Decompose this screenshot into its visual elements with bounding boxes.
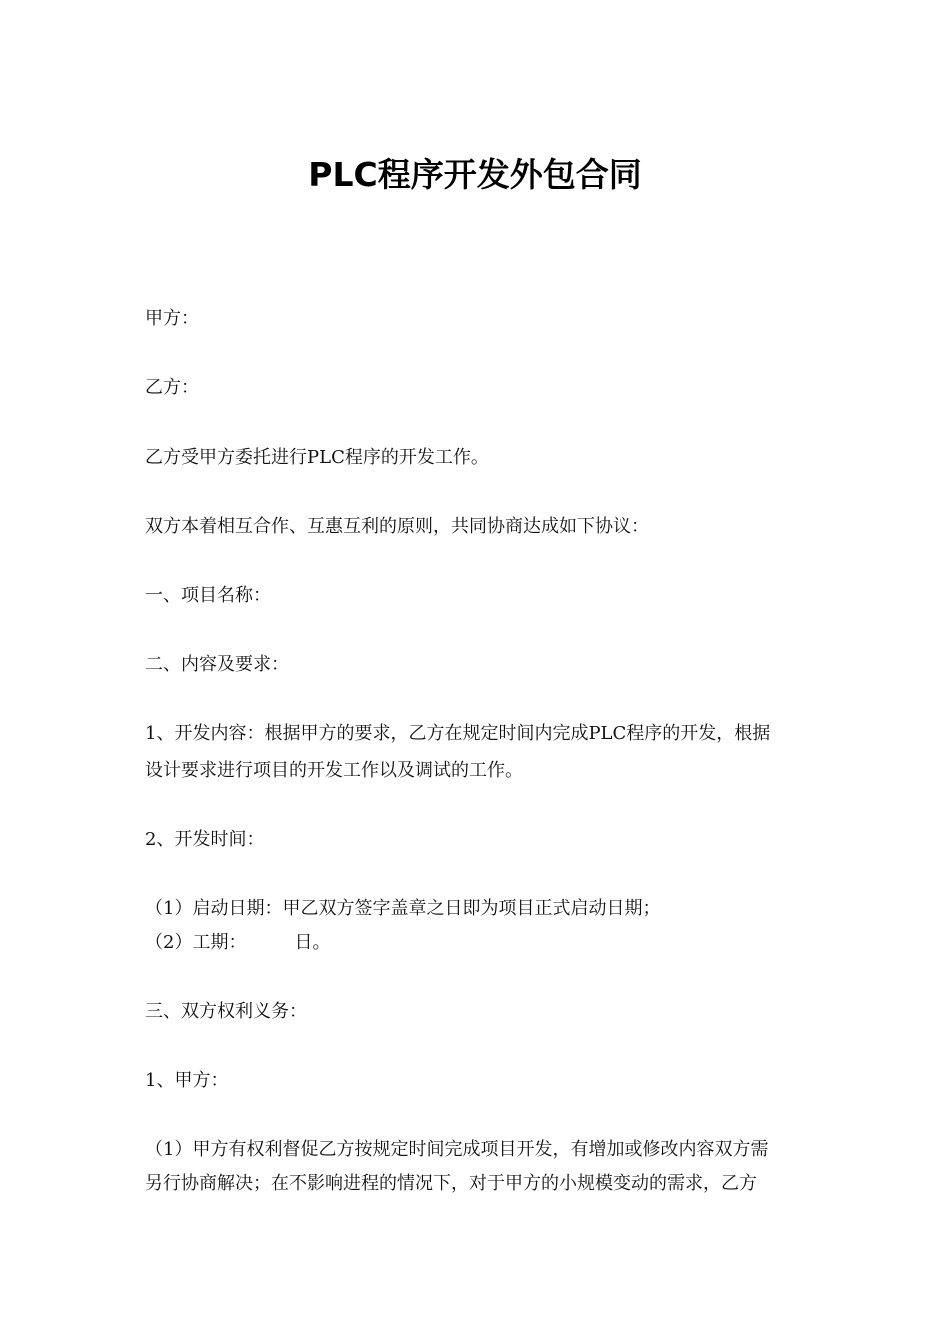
intro-paragraph-1: 乙方受甲方委托进行PLC程序的开发工作。 xyxy=(145,447,489,468)
party-a-line: 甲方： xyxy=(145,308,199,329)
intro-paragraph-2: 双方本着相互合作、互惠互利的原则，共同协商达成如下协议： xyxy=(145,516,649,537)
section-heading-3: 三、双方权利义务： xyxy=(145,1001,307,1022)
clause-2-2-label: （2）工期： xyxy=(145,932,247,953)
clause-3-1-heading: 1、甲方： xyxy=(145,1070,229,1091)
clause-2-2 xyxy=(145,927,815,959)
document-title: PLC程序开发外包合同 xyxy=(308,155,642,194)
clause-2-2-suffix: 日。 xyxy=(294,932,331,953)
clause-3-1-1-line-2: 另行协商解决；在不影响进程的情况下，对于甲方的小规模变动的需求，乙方 xyxy=(145,1173,757,1194)
section-heading-1: 一、项目名称： xyxy=(145,585,271,606)
clause-1-line-1: 1、开发内容：根据甲方的要求，乙方在规定时间内完成PLC程序的开发，根据 xyxy=(145,723,771,744)
clause-2-1: （1）启动日期：甲乙双方签字盖章之日即为项目正式启动日期； xyxy=(145,898,661,919)
clause-1-line-2: 设计要求进行项目的开发工作以及调试的工作。 xyxy=(145,760,523,781)
clause-3-1-1-line-1: （1）甲方有权利督促乙方按规定时间完成项目开发，有增加或修改内容双方需 xyxy=(145,1139,769,1160)
section-heading-2: 二、内容及要求： xyxy=(145,654,289,675)
clause-2-heading: 2、开发时间： xyxy=(145,829,265,850)
party-b-line: 乙方： xyxy=(145,377,199,398)
